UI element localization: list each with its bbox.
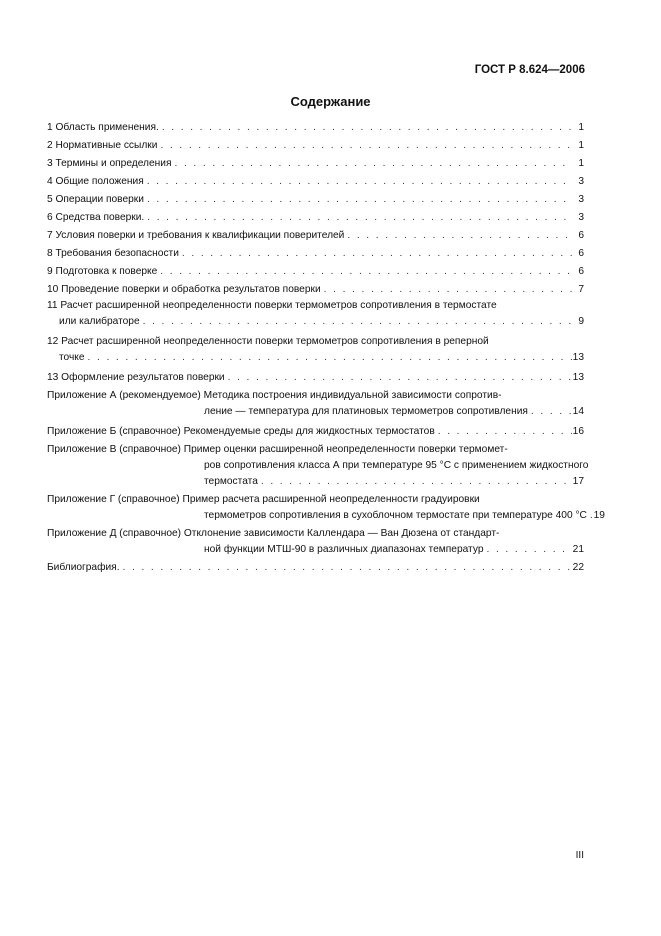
toc-entry-text: 5 Операции поверки [47,194,144,205]
toc-bibliography[interactable] [47,562,584,580]
toc-appendix-d[interactable] [47,528,584,562]
toc-entry-text: 1 Область применения. [47,122,159,133]
page-number: III [575,850,584,861]
appendix-title: Приложение Д (справочное) Отклонение зависимости Каллендара — Ван Дюзена от стандарт- [47,528,500,539]
toc-entry-text: 6 Средства поверки. [47,212,145,223]
toc-entry-page: 3 [578,194,584,205]
toc-entry-page: 13 [572,352,584,363]
appendix-title-continued: термометров сопротивления в сухоблочном термостате при температуре 400 °С [204,510,587,521]
toc-entry-13[interactable] [47,372,584,390]
appendix-title: Приложение А (рекомендуемое) Методика построения индивидуальной зависимости сопротив- [47,390,502,401]
toc-entry-page: 6 [578,248,584,259]
toc-entry-page: 1 [578,140,584,151]
toc-entry-page: 3 [578,212,584,223]
toc-appendix-g[interactable] [47,494,605,528]
toc-entry-7[interactable] [47,228,584,246]
toc-entry-4[interactable] [47,174,584,192]
toc-appendix-a[interactable] [47,390,584,426]
toc-entry-page: 17 [572,476,584,487]
toc-entry-3[interactable] [47,156,584,174]
appendix-title-continued: ров сопротивления класса А при температуре 95 °С с применением жидкостного [204,460,589,471]
toc-entry-text: 11 Расчет расширенной неопределенности поверки термометров сопротивления в термостате [47,300,497,311]
appendix-title: Приложение Б (справочное) Рекомендуемые среды для жидкостных термостатов [47,426,435,437]
toc-entry-page: 7 [578,284,584,295]
toc-entry-10[interactable] [47,282,584,300]
table-of-contents [47,120,605,580]
toc-entry-text: 10 Проведение поверки и обработка результатов поверки [47,284,321,295]
appendix-title: Приложение Г (справочное) Пример расчета расширенной неопределенности градуировки [47,494,480,505]
toc-entry-5[interactable] [47,192,584,210]
toc-entry-page: 22 [572,562,584,573]
standard-code: ГОСТ Р 8.624—2006 [474,64,585,76]
toc-entry-1[interactable] [47,120,584,138]
toc-entry-page: 19 [593,510,605,521]
page-title: Содержание [290,94,371,109]
toc-entry-text-continued: точке [59,352,85,363]
toc-entry-9[interactable] [47,264,584,282]
toc-entry-page: 16 [572,426,584,437]
toc-entry-page: 6 [578,230,584,241]
toc-entry-page: 1 [578,122,584,133]
toc-entry-text: 12 Расчет расширенной неопределенности поверки термометров сопротивления в реперной [47,336,489,347]
appendix-title-continued: ной функции МТШ-90 в различных диапазонах температур [204,544,484,555]
toc-entry-text: 7 Условия поверки и требования к квалификации поверителей [47,230,345,241]
toc-entry-page: 1 [578,158,584,169]
appendix-title-continued: ление — температура для платиновых термометров сопротивления [204,406,528,417]
appendix-title-continued: термостата [204,476,258,487]
toc-entry-8[interactable] [47,246,584,264]
appendix-title: Приложение В (справочное) Пример оценки расширенной неопределенности поверки термомет- [47,444,508,455]
toc-entry-text: 4 Общие положения [47,176,144,187]
toc-entry-text: 2 Нормативные ссылки [47,140,158,151]
toc-entry-page: 14 [572,406,584,417]
toc-entry-text: 13 Оформление результатов поверки [47,372,225,383]
toc-appendix-v[interactable] [47,444,589,494]
toc-entry-text: 9 Подготовка к поверке [47,266,158,277]
toc-entry-page: 21 [572,544,584,555]
toc-entry-page: 3 [578,176,584,187]
bibliography-title: Библиография. [47,562,120,573]
toc-entry-page: 6 [578,266,584,277]
toc-entry-page: 13 [572,372,584,383]
toc-entry-page: 9 [578,316,584,327]
toc-entry-text-continued: или калибраторе [59,316,140,327]
toc-entry-2[interactable] [47,138,584,156]
toc-entry-text: 8 Требования безопасности [47,248,179,259]
toc-entry-11[interactable] [47,300,584,336]
toc-appendix-b[interactable] [47,426,584,444]
toc-entry-text: 3 Термины и определения [47,158,172,169]
toc-entry-12[interactable] [47,336,584,372]
toc-entry-6[interactable] [47,210,584,228]
